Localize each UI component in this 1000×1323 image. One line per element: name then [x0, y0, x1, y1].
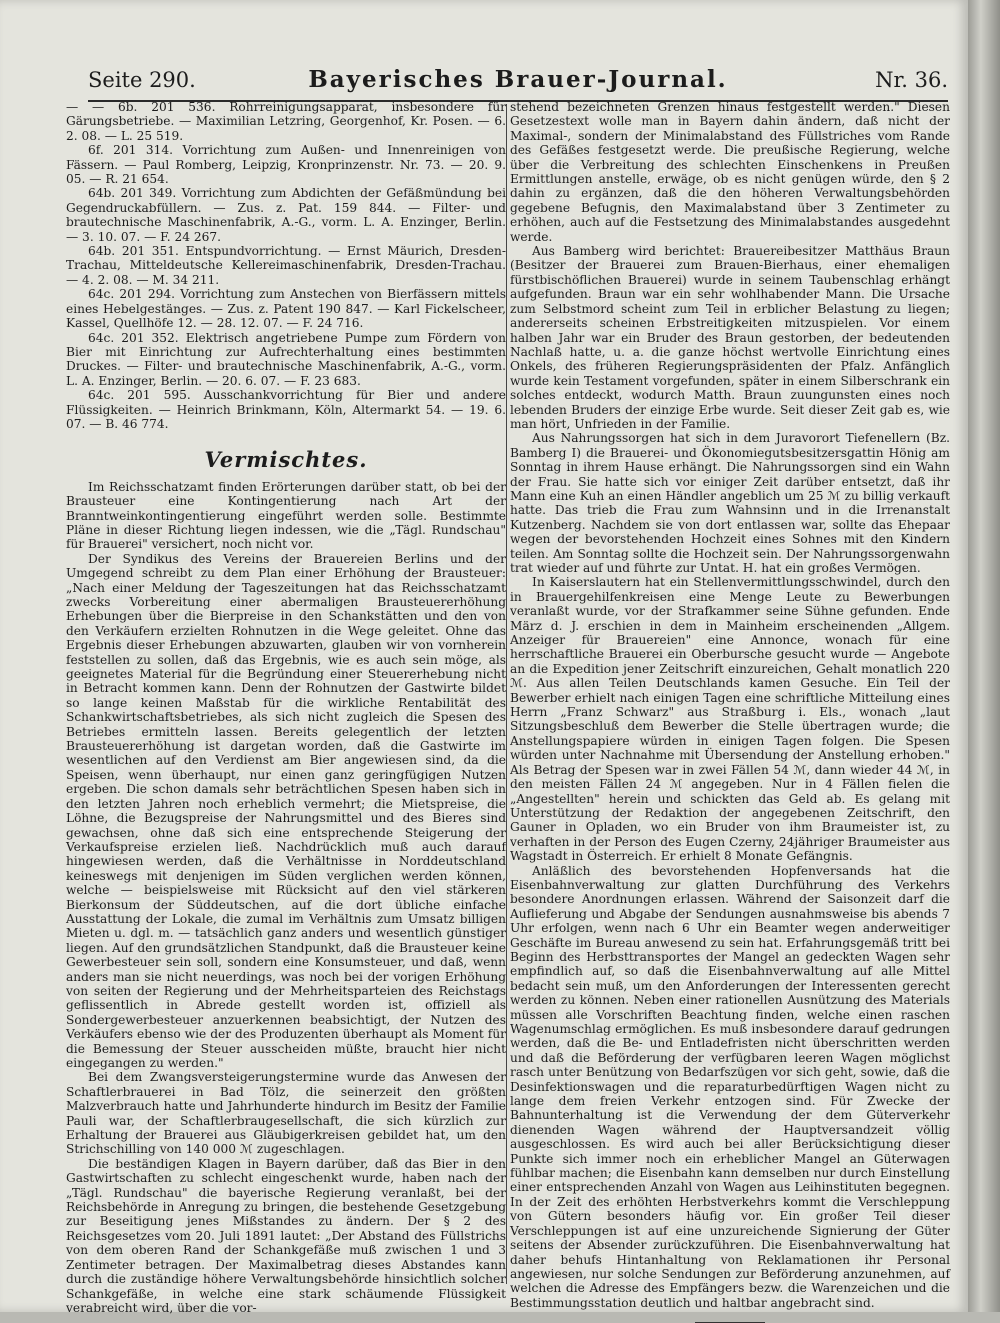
page-header	[88, 64, 948, 102]
article-paragraph: Bei dem Zwangsversteigerungstermine wurde das Anwesen der Schaftlerbrauerei in Bad Tölz, die seinerzeit den größten Malzverbrauch hatte und Jahrhunderte hindurch im Besitz der Familie Pauli war, der Schaftlerbraugesellschaft, die sich kürzlich zur Erhaltung der Brauerei aus Gläubigerkreisen gebildet hat, um den Strichschilling von 140 000 ℳ zugeschlagen.	[66, 1070, 506, 1157]
patent-entry: 64b. 201 351. Entspundvorrichtung. — Ernst Mäurich, Dresden-Trachau, Mitteldeutsche Kellereimaschinenfabrik, Dresden-Trachau. — 4. 2. 08. — M. 34 211.	[66, 244, 506, 287]
patent-entry: 6f. 201 314. Vorrichtung zum Außen- und Innenreinigen von Fässern. — Paul Romberg, Leipzig, Kronprinzenstr. Nr. 73. — 20. 9. 05. — R. 21 654.	[66, 143, 506, 187]
article-paragraph: In Kaiserslautern hat ein Stellenvermittlungsschwindel, durch den in Brauergehilfenkreisen eine Menge Leute zu Bewerbungen veranlaßt wurde, vor der Strafkammer seine Sühne gefunden. Ende März d. J. erschien in dem in Mainheim erscheinenden „Allgem. Anzeiger für Brauereien" eine Annonce, wonach für eine herrschaftliche Brauerei ein Oberbursche gesucht wurde — Angebote an die Expedition jener Zeitschrift einzureichen, Gehalt monatlich 220 ℳ. Aus allen Teilen Deutschlands kamen Gesuche. Ein Teil der Bewerber erhielt nach einigen Tagen eine schriftliche Mitteilung eines Herrn „Franz Schwarz" aus Straßburg i. Els., wonach „laut Sitzungsbeschluß dem Bewerber die Stelle übertragen wurde; die Anstellungspapiere würden in einigen Tagen folgen. Die Spesen würden unter Nachnahme mit Übersendung der Anstellung erhoben." Als Betrag der Spesen war in zwei Fällen 54 ℳ, dann wieder 44 ℳ, in den meisten Fällen 24 ℳ angegeben. Nur in 4 Fällen fielen die „Angestellten" herein und schickten das Geld ab. Es gelang mit Unterstützung der Redaktion der angegebenen Zeitschrift, den Gauner in Opladen, wo ein Bruder von ihm Braumeister ist, zu verhaften in der Person des Eugen Czerny, 24jähriger Braumeister aus Wagstadt in Österreich. Er erhielt 8 Monate Gefängnis.	[510, 575, 950, 864]
issue-number: Nr. 36.	[875, 68, 948, 92]
article-paragraph: stehend bezeichneten Grenzen hinaus festgestellt werden." Diesen Gesetzestext wolle man in Bayern dahin ändern, daß nicht der Maximal-, sondern der Minimalabstand des Füllstriches vom Rande des Gefäßes festgesetzt werde. Die preußische Regierung, welche über die Verbreitung des schlechten Einschenkens in Preußen Ermittlungen anstelle, erwäge, ob es nicht genügen würde, den § 2 dahin zu ergänzen, daß die den höheren Verwaltungsbehörden gegebene Befugnis, den Maximalabstand über 3 Zentimeter zu erhöhen, auch auf die Festsetzung des Minimalabstandes ausgedehnt werde.	[510, 100, 950, 244]
patent-entry: — — 6b. 201 536. Rohrreinigungsapparat, insbesondere für Gärungsbetriebe. — Maximilian Letzring, Georgenhof, Kr. Posen. — 6. 2. 08. — L. 25 519.	[66, 100, 506, 143]
left-column	[66, 100, 506, 1315]
patent-entry: 64c. 201 352. Elektrisch angetriebene Pumpe zum Fördern von Bier mit Einrichtung zur Aufrechterhaltung eines bestimmten Druckes. — Filter- und brautechnische Maschinenfabrik, A.-G., vorm. L. A. Enzinger, Berlin. — 20. 6. 07. — F. 23 683.	[66, 330, 506, 388]
column-divider	[506, 104, 507, 1284]
article-paragraph: Der Syndikus des Vereins der Brauereien Berlins und der Umgegend schreibt zu dem Plan einer Erhöhung der Brausteuer: „Nach einer Meldung der Tageszeitungen hat das Reichsschatzamt zwecks Vorbereitung einer abermaligen Brausteuererhöhung Erhebungen über die Bierpreise in den Schankstätten und den von den Verkäufern erzielten Rohnutzen in die Wege geleitet. Ohne das Ergebnis dieser Erhebungen abzuwarten, glauben wir von vornherein feststellen zu sollen, daß das Ergebnis, wie es auch sein möge, als geeignetes Material für die Begründung einer Steuererhebung nicht in Betracht kommen kann. Denn der Rohnutzen der Gastwirte bildet so lange keinen Maßstab für die wirkliche Rentabilität des Schankwirtschaftsbetriebes, als sich nicht zugleich die Spesen des Betriebes ermitteln lassen. Bereits gelegentlich der letzten Brausteuererhöhung ist dargetan worden, daß die Gastwirte im wesentlichen auf den Verdienst am Bier angewiesen sind, da die Speisen, wenn überhaupt, nur einen ganz geringfügigen Nutzen ergeben. Die schon damals sehr beträchtlichen Spesen haben sich in den letzten Jahren noch erheblich vermehrt; die Mietspreise, die Löhne, die Bezugspreise der Nahrungsmittel und des Bieres sind gewachsen, ohne daß sich eine entsprechende Steigerung der Verkaufspreise erzielen ließ. Nachdrücklich muß auch darauf hingewiesen werden, daß die Verhältnisse in Norddeutschland keineswegs mit denjenigen im Süden verglichen werden können, welche — beispielsweise mit Rücksicht auf den viel stärkeren Bierkonsum der Süddeutschen, auf die dort übliche einfache Ausstattung der Lokale, die zumal im Verhältnis zum Umsatz billigen Mieten u. dgl. m. — tatsächlich ganz anders und wesentlich günstiger liegen. Auf den grundsätzlichen Standpunkt, daß die Brausteuer keine Gewerbesteuer sein soll, sondern eine Konsumsteuer, und daß, wenn anders man sie nicht neuerdings, was noch bei der vorigen Erhöhung von seiten der Regierung und der Mehrheitsparteien des Reichstags geflissentlich in Abrede gestellt worden ist, offiziell als Sondergewerbesteuer anzuerkennen beabsichtigt, der Nutzen des Verkäufers ebenso wie der des Produzenten überhaupt als Moment für die Bemessung der Steuer ausscheiden müßte, braucht hier nicht eingegangen zu werden."	[66, 551, 506, 1070]
right-column	[510, 100, 950, 1310]
section-heading: Vermischtes.	[204, 447, 368, 473]
article-paragraph: Die beständigen Klagen in Bayern darüber, daß das Bier in den Gastwirtschaften zu schlecht eingeschenkt wurde, haben nach der „Tägl. Rundschau" die bayerische Regierung veranlaßt, bei der Reichsbehörde in Anregung zu bringen, die bestehende Gesetzgebung zur Beseitigung jenes Mißstandes zu ändern. Der § 2 des Reichsgesetzes vom 20. Juli 1891 lautet: „Der Abstand des Füllstrichs von dem oberen Rand der Schankgefäße muß zwischen 1 und 3 Zentimeter betragen. Der Maximalbetrag dieses Abstandes kann durch die zuständige höhere Verwaltungsbehörde hinsichtlich solcher Schankgefäße, in welche eine stark schäumende Flüssigkeit verabreicht wird, über die vor-	[66, 1156, 506, 1315]
patent-entry: 64c. 201 595. Ausschankvorrichtung für Bier und andere Flüssigkeiten. — Heinrich Brinkmann, Köln, Altermarkt 54. — 19. 6. 07. — B. 46 774.	[66, 388, 506, 431]
page-number: Seite 290.	[88, 68, 196, 92]
article-paragraph: Im Reichsschatzamt finden Erörterungen darüber statt, ob bei der Brausteuer eine Kontingentierung nach Art der Branntweinkontingentierung eingeführt werden solle. Bestimmte Pläne in dieser Richtung liegen indessen, wie die „Tägl. Rundschau" für Brauerei" versichert, noch nicht vor.	[66, 479, 506, 552]
patent-entry: 64c. 201 294. Vorrichtung zum Anstechen von Bierfässern mittels eines Hebelgestänges. — Zus. z. Patent 190 847. — Karl Fickelscheer, Kassel, Quellhöfe 12. — 28. 12. 07. — F. 24 716.	[66, 287, 506, 331]
article-paragraph: Aus Nahrungssorgen hat sich in dem Juravorort Tiefenellern (Bz. Bamberg I) die Brauerei- und Ökonomiegutsbesitzersgattin Hönig am Sonntag in ihrem Hause erhängt. Die Nahrungssorgen sind ein Wahn der Frau. Sie hatte sich vor einiger Zeit darüber entsetzt, daß ihr Mann eine Kuh an einen Händler angeblich um 25 ℳ zu billig verkauft hatte. Das trieb die Frau zum Wahnsinn und in die Irrenanstalt Kutzenberg. Nachdem sie von dort entlassen war, sollte das Ehepaar wegen der bevorstehenden Hochzeit eines Sohnes mit den Kindern teilen. Am Sonntag sollte die Hochzeit sein. Der Nahrungssorgenwahn trat wieder auf und führte zur Untat. H. hat ein großes Vermögen.	[510, 431, 950, 575]
article-paragraph: Anläßlich des bevorstehenden Hopfenversands hat die Eisenbahnverwaltung zur glatten Durchführung des Verkehrs besondere Anordnungen erlassen. Während der Saisonzeit darf die Auflieferung und Abgabe der Sendungen ausnahmsweise bis abends 7 Uhr erfolgen, wenn nach 6 Uhr ein Beamter wegen anderweitiger Geschäfte im Bureau anwesend zu sein hat. Erfahrungsgemäß tritt bei Beginn des Herbsttransportes der Mangel an gedeckten Wagen sehr empfindlich auf, so daß die Eisenbahnverwaltung auf alle Mittel bedacht sein muß, um den Anforderungen der Interessenten gerecht werden zu können. Neben einer rationellen Ausnützung des Materials müssen alle Vorschriften Beachtung finden, welche einen raschen Wagenumschlag ermöglichen. Es muß insbesondere darauf gedrungen werden, daß die Be- und Entladefristen nicht überschritten werden und daß die Beförderung der verfügbaren leeren Wagen möglichst rasch unter Benützung von Bedarfszügen vor sich geht, sowie, daß die Desinfektionswagen und die reparaturbedürftigen Wagen nicht zu lange dem freien Verkehr entzogen sind. Für Zwecke der Bahnunterhaltung ist die Verwendung der dem Güterverkehr dienenden Wagen während der Hauptversandzeit völlig ausgeschlossen. Es wird auch bei aller Berücksichtigung dieser Punkte sich immer noch ein erheblicher Mangel an Güterwagen fühlbar machen; die Eisenbahn kann demselben nur durch Einstellung einer entsprechenden Anzahl von Wagen aus Leihinstituten begegnen. In der Zeit des erhöhten Herbstverkehrs kommt die Verschleppung von Gütern besonders häufig vor. Ein großer Teil dieser Verschleppungen ist auf eine unzureichende Signierung der Güter seitens der Absender zurückzuführen. Die Eisenbahnverwaltung hat daher behufs Hintanhaltung von Reklamationen ihr Personal angewiesen, nur solche Sendungen zur Beförderung anzunehmen, auf welchen die Adresse des Empfängers bezw. die Warenzeichen und die Bestimmungsstation deutlich und haltbar angebracht sind.	[510, 863, 950, 1310]
journal-title: Bayerisches Brauer-Journal.	[308, 66, 728, 93]
binding-edge	[968, 0, 1000, 1312]
article-paragraph: Aus Bamberg wird berichtet: Brauereibesitzer Matthäus Braun (Besitzer der Brauerei zum Brauen-Bierhaus, einer ehemaligen fürstbischöflichen Brauerei) wurde in seinem Taubenschlag erhängt aufgefunden. Braun war ein sehr wohlhabender Mann. Die Ursache zum Selbstmord scheint zum Teil in erblicher Belastung zu liegen; andererseits scheinen Erbstreitigkeiten mitzuspielen. Vor einem halben Jahr war ein Bruder des Braun gestorben, der bedeutenden Nachlaß hatte, u. a. die ganze höchst wertvolle Einrichtung eines Onkels, des früheren Regierungspräsidenten der Pfalz. Anfänglich wurde kein Testament vorgefunden, später in einem Silberschrank ein solches entdeckt, wodurch Matth. Braun zuungunsten eines noch lebenden Bruders der einzige Erbe wurde. Seit dieser Zeit gab es, wie man hört, Unfrieden in der Familie.	[510, 244, 950, 431]
patent-entry: 64b. 201 349. Vorrichtung zum Abdichten der Gefäßmündung bei Gegendruckabfüllern. — Zus. z. Pat. 159 844. — Filter- und brautechnische Maschinenfabrik, A.-G., vorm. L. A. Enzinger, Berlin. — 3. 10. 07. — F. 24 267.	[66, 186, 506, 244]
